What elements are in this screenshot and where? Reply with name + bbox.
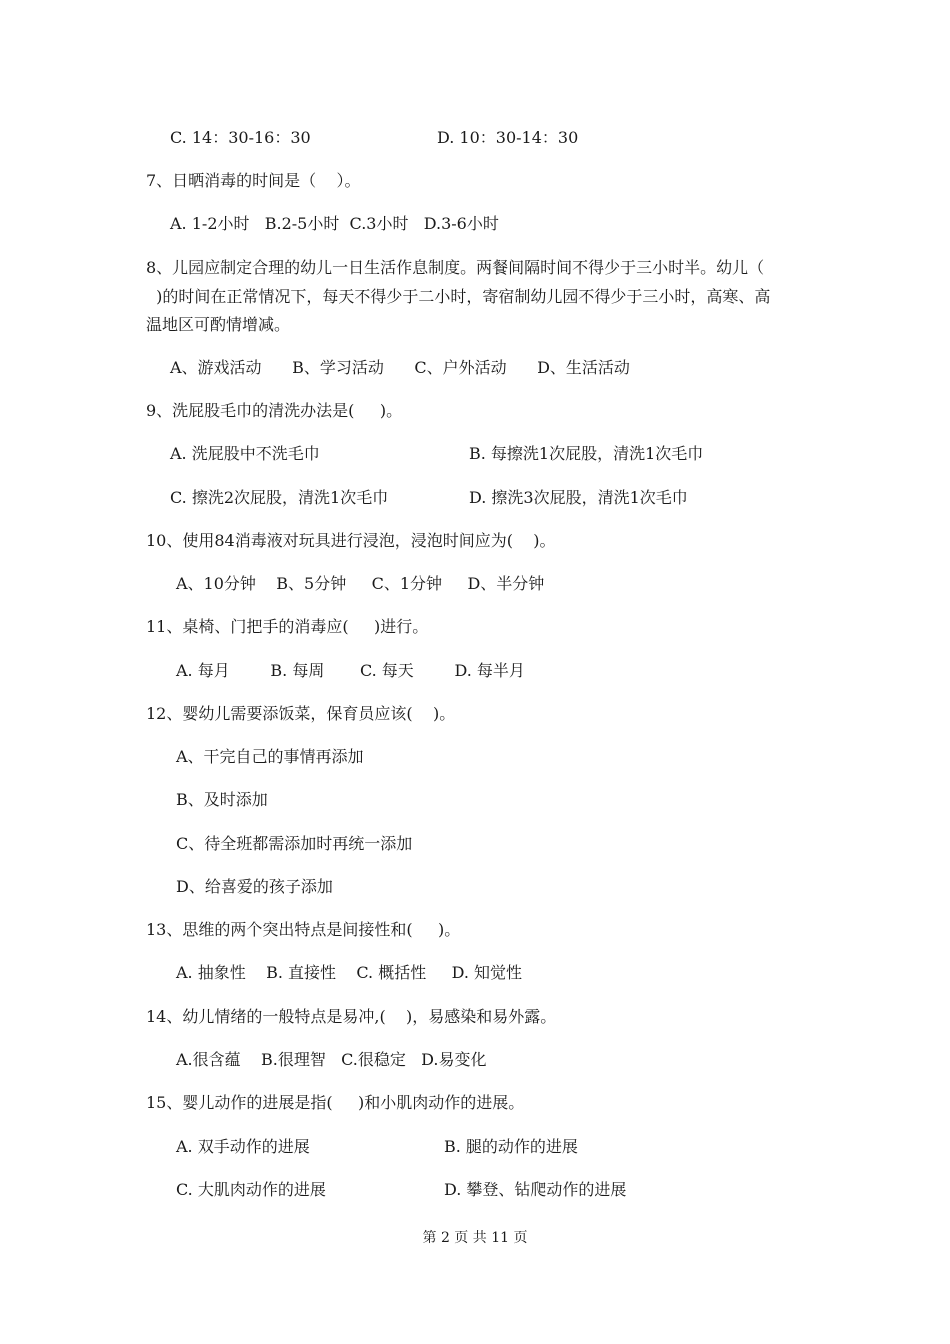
question-8-line-1: 8、儿园应制定合理的幼儿一日生活作息制度。两餐间隔时间不得少于三小时半。幼儿（ bbox=[146, 258, 765, 277]
question-15-option-d: D. 攀登、钻爬动作的进展 bbox=[444, 1180, 627, 1199]
question-11-options: A. 每月 B. 每周 C. 每天 D. 每半月 bbox=[176, 661, 525, 680]
question-9: 9、洗屁股毛巾的清洗办法是( )。 bbox=[146, 401, 403, 420]
question-12-option-b: B、及时添加 bbox=[176, 790, 268, 809]
question-15: 15、婴儿动作的进展是指( )和小肌肉动作的进展。 bbox=[146, 1093, 525, 1112]
question-12-option-a: A、干完自己的事情再添加 bbox=[176, 747, 364, 766]
question-15-option-b: B. 腿的动作的进展 bbox=[444, 1137, 578, 1156]
question-10-options: A、10分钟 B、5分钟 C、1分钟 D、半分钟 bbox=[176, 574, 545, 593]
question-12: 12、婴幼儿需要添饭菜，保育员应该( )。 bbox=[146, 704, 456, 723]
question-8-line-3: 温地区可酌情增减。 bbox=[146, 315, 291, 334]
question-12-option-d: D、给喜爱的孩子添加 bbox=[176, 877, 333, 896]
question-8-line-2: )的时间在正常情况下，每天不得少于二小时，寄宿制幼儿园不得少于三小时，高寒、高 bbox=[146, 287, 771, 306]
question-12-option-c: C、待全班都需添加时再统一添加 bbox=[176, 834, 413, 853]
question-13: 13、思维的两个突出特点是间接性和( )。 bbox=[146, 920, 461, 939]
question-14-options: A.很含蕴 B.很理智 C.很稳定 D.易变化 bbox=[176, 1050, 487, 1069]
question-15-option-a: A. 双手动作的进展 bbox=[176, 1137, 310, 1156]
page-footer: 第 2 页 共 11 页 bbox=[422, 1230, 528, 1246]
question-15-option-c: C. 大肌肉动作的进展 bbox=[176, 1180, 326, 1199]
question-9-option-d: D. 擦洗3次屁股，清洗1次毛巾 bbox=[469, 488, 688, 507]
q6-option-c: C. 14：30-16：30 bbox=[170, 128, 311, 147]
question-9-option-c: C. 擦洗2次屁股，清洗1次毛巾 bbox=[170, 488, 389, 507]
q6-option-d: D. 10：30-14：30 bbox=[437, 128, 579, 147]
question-9-option-a: A. 洗屁股中不洗毛巾 bbox=[170, 444, 320, 463]
question-10: 10、使用84消毒液对玩具进行浸泡，浸泡时间应为( )。 bbox=[146, 531, 556, 550]
question-7: 7、日晒消毒的时间是（ ）。 bbox=[146, 171, 361, 190]
question-14: 14、幼儿情绪的一般特点是易冲,( )，易感染和易外露。 bbox=[146, 1007, 557, 1026]
question-7-options: A. 1-2小时 B.2-5小时 C.3小时 D.3-6小时 bbox=[170, 214, 499, 233]
question-9-option-b: B. 每擦洗1次屁股，清洗1次毛巾 bbox=[469, 444, 704, 463]
question-8-options: A、游戏活动 B、学习活动 C、户外活动 D、生活活动 bbox=[170, 358, 630, 377]
question-11: 11、桌椅、门把手的消毒应( )进行。 bbox=[146, 617, 429, 636]
question-13-options: A. 抽象性 B. 直接性 C. 概括性 D. 知觉性 bbox=[176, 963, 523, 982]
